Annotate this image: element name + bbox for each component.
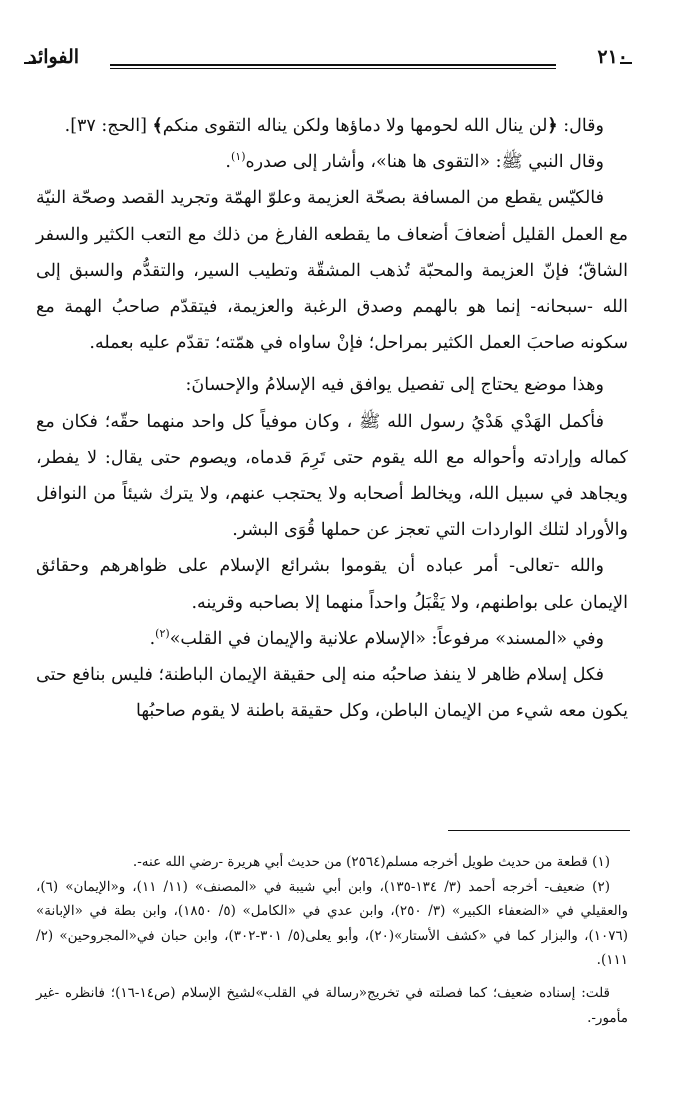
footnote-note: قلت: إسناده ضعيف؛ كما فصلته في تخريج«رسالة في القلب»لشيخ الإسلام (ص١٤-١٦)؛ فانظره -غير مأمور-. [36, 984, 628, 1026]
page-header [28, 44, 628, 80]
footnote-marker-1[interactable]: (١) [231, 150, 246, 164]
paragraph-kayyis: فالكيّس يقطع من المسافة بصحّة العزيمة وعلوّ الهمّة وتجريد القصد وصحّة النيّة مع العمل القليل أضعافَ أضعاف ما يقطعه الفارغ من ذلك مع التعب الكثير والسفر الشاقّ؛ فإنّ العزيمة والمحبّة تُذهب المشقّة وتطيب السير، والتقدُّم والسبق إلى الله -سبحانه- إنما هو بالهمم وصدق الرغبة والعزيمة، فيتقدّم صاحبُ الهمة مع سكونه صاحبَ العمل الكثير بمراحل؛ فإنْ ساواه في همّته؛ تقدّم عليه بعمله. [36, 188, 628, 354]
quran-verse: لن ينال الله لحومها ولا دماؤها ولكن يناله التقوى منكم [162, 116, 548, 136]
paragraph-hadith: وقال النبي ﷺ: «التقوى ها هنا»، وأشار إلى صدره$^{(١)}$. [225, 150, 604, 173]
ornate-bracket-open: ﴿ [547, 116, 558, 136]
footnotes [36, 850, 628, 1030]
paragraph-ayah: وقال: ﴿لن ينال الله لحومها ولا دماؤها ولكن يناله التقوى منكم﴾ [الحج: ٣٧]. [64, 116, 604, 136]
header-rule [110, 64, 556, 66]
main-text [36, 108, 628, 729]
header-dash-left [24, 62, 36, 64]
footnote-2: (٢) ضعيف- أخرجه أحمد (٣/ ١٣٤-١٣٥)، وابن أبي شيبة في «المصنف» (١١/ ١١)، و«الإيمان» (٦)، والعقيلي في «الضعفاء الكبير» (٣/ ٢٥٠)، وابن عدي في «الكامل» (٥/ ١٨٥٠)، وابن بطة في «الإبانة» (١٠٧٦)، والبزار كما في «كشف الأستار»(٢٠)، وأبو يعلى(٥/ ٣٠١-٣٠٢)، وابن حبان في«المجروحين» (٢/ ١١١). [36, 878, 629, 969]
paragraph-hady: فأكمل الهَدْي هَدْيُ رسول الله ﷺ ، وكان موفياً كل واحد منهما حقّه؛ فكان مع كماله وإرادته وأحواله مع الله يقوم حتى تَرِمَ قدماه، ويصوم حتى يقال: لا يفطر، ويجاهد في سبيل الله، ويخالط أصحابه ولا يحتجب عنهم، ولا يترك شيئاً من النوافل والأوراد لتلك الواردات التي تعجز عن حملها قُوَى البشر. [36, 411, 628, 541]
footnote-separator [448, 830, 630, 831]
footnote-marker-2[interactable]: (٢) [155, 627, 170, 641]
header-rule-thin [110, 68, 556, 69]
book-title: الفوائد [28, 46, 80, 68]
paragraph-musnad: وفي «المسند» مرفوعاً: «الإسلام علانية والإيمان في القلب»$^{(٢)}$. [149, 627, 604, 649]
running-title [28, 46, 79, 68]
paragraph-islam: فكل إسلام ظاهر لا ينفذ صاحبُه منه إلى حقيقة الإيمان الباطنة؛ فليس بنافع حتى يكون معه شيء من الإيمان الباطن، وكل حقيقة باطنة لا يقوم صاحبُها [36, 665, 628, 722]
verse-reference: [الحج: ٣٧]. [64, 116, 153, 136]
footnote-1: (١) قطعة من حديث طويل أخرجه مسلم(٢٥٦٤) من حديث أبي هريرة -رضي الله عنه-. [132, 854, 610, 870]
page-number: ٢١٠ [597, 46, 628, 68]
paragraph-mawdi: وهذا موضع يحتاج إلى تفصيل يوافق فيه الإسلامُ والإحسانَ: [185, 375, 604, 396]
paragraph-allah: والله -تعالى- أمر عباده أن يقوموا بشرائع الإسلام على ظواهرهم وحقائق الإيمان على بواطنهم، ولا يَقْبَلُ واحداً منهما إلا بصاحبه وقرينه. [36, 556, 628, 613]
ornate-bracket-close: ﴾ [152, 116, 163, 136]
